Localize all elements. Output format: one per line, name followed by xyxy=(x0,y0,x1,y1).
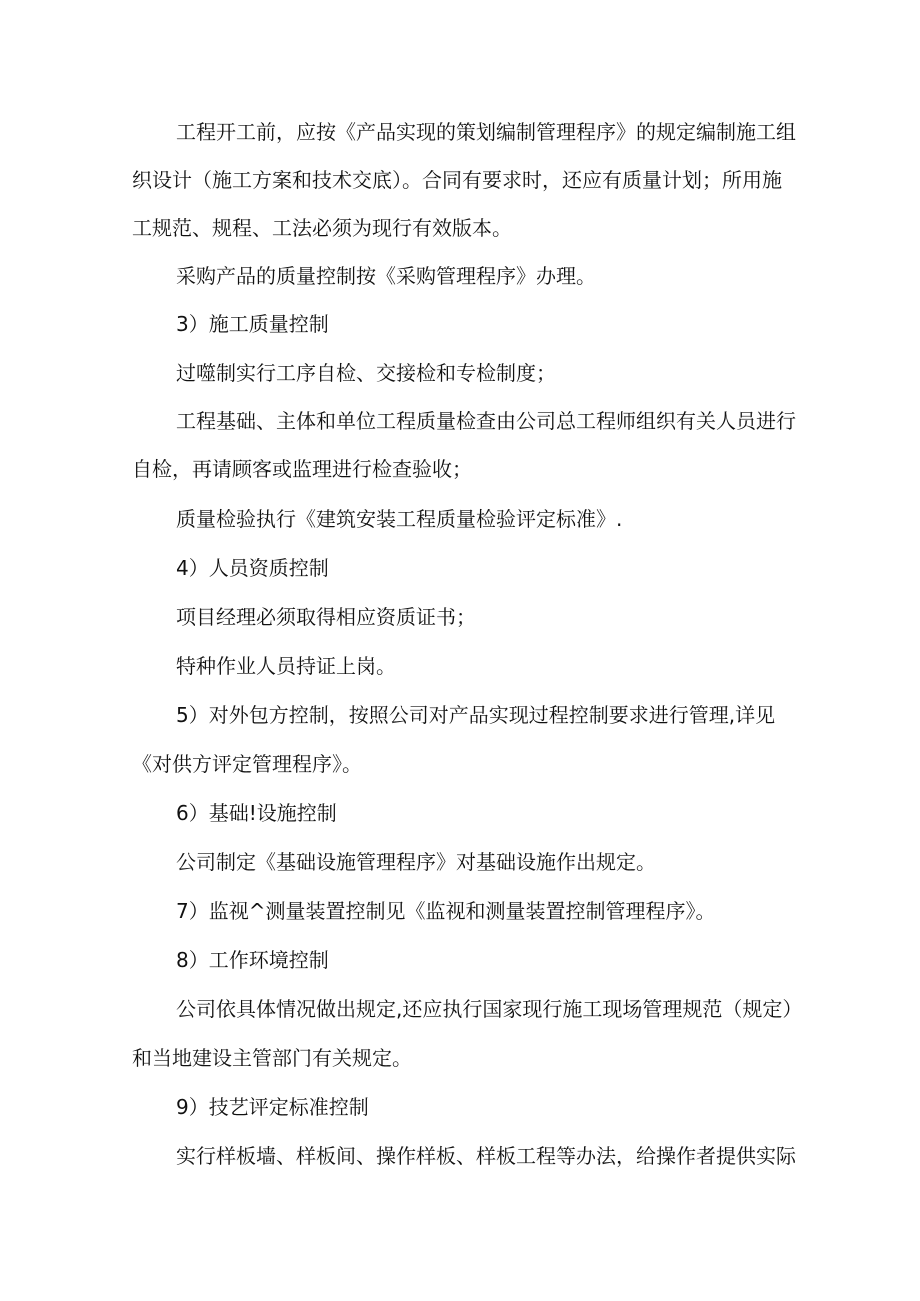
paragraph-line: 公司制定《基础设施管理程序》对基础设施作出规定。 xyxy=(176,850,656,874)
paragraph-line: 《对供方评定管理程序》。 xyxy=(132,752,362,776)
paragraph-line: 公司依具体情况做出规定,还应执行国家现行施工现场管理规范（规定） xyxy=(176,997,803,1021)
paragraph-line: 工程开工前，应按《产品实现的策划编制管理程序》的规定编制施工组 xyxy=(176,120,796,144)
paragraph-line: 采购产品的质量控制按《采购管理程序》办理。 xyxy=(176,264,596,288)
paragraph-line: 自检，再请顾客或监理进行检查验收； xyxy=(132,457,472,481)
section-heading: 3）施工质量控制 xyxy=(176,312,329,336)
section-heading: 6）基础!设施控制 xyxy=(176,801,337,825)
section-heading: 4）人员资质控制 xyxy=(176,556,329,580)
paragraph-line: 和当地建设主管部门有关规定。 xyxy=(132,1046,412,1070)
paragraph-line: 特种作业人员持证上岗。 xyxy=(176,654,396,678)
paragraph-line: 工规范、规程、工法必须为现行有效版本。 xyxy=(132,216,512,240)
paragraph-line: 工程基础、主体和单位工程质量检查由公司总工程师组织有关人员进行 xyxy=(176,409,796,433)
paragraph-line: 质量检验执行《建筑安装工程质量检验评定标准》. xyxy=(176,507,623,531)
section-heading: 5）对外包方控制，按照公司对产品实现过程控制要求进行管理,详见 xyxy=(176,703,776,727)
paragraph-line: 过噬制实行工序自检、交接检和专检制度； xyxy=(176,361,556,385)
section-heading: 9）技艺评定标准控制 xyxy=(176,1095,369,1119)
paragraph-line: 项目经理必须取得相应资质证书； xyxy=(176,605,476,629)
section-heading: 8）工作环境控制 xyxy=(176,948,329,972)
section-heading: 7）监视^测量装置控制见《监视和测量装置控制管理程序》。 xyxy=(176,899,716,923)
paragraph-line: 实行样板墙、样板间、操作样板、样板工程等办法，给操作者提供实际 xyxy=(176,1144,796,1168)
paragraph-line: 织设计（施工方案和技术交底）。合同有要求时，还应有质量计划；所用施 xyxy=(132,168,782,192)
